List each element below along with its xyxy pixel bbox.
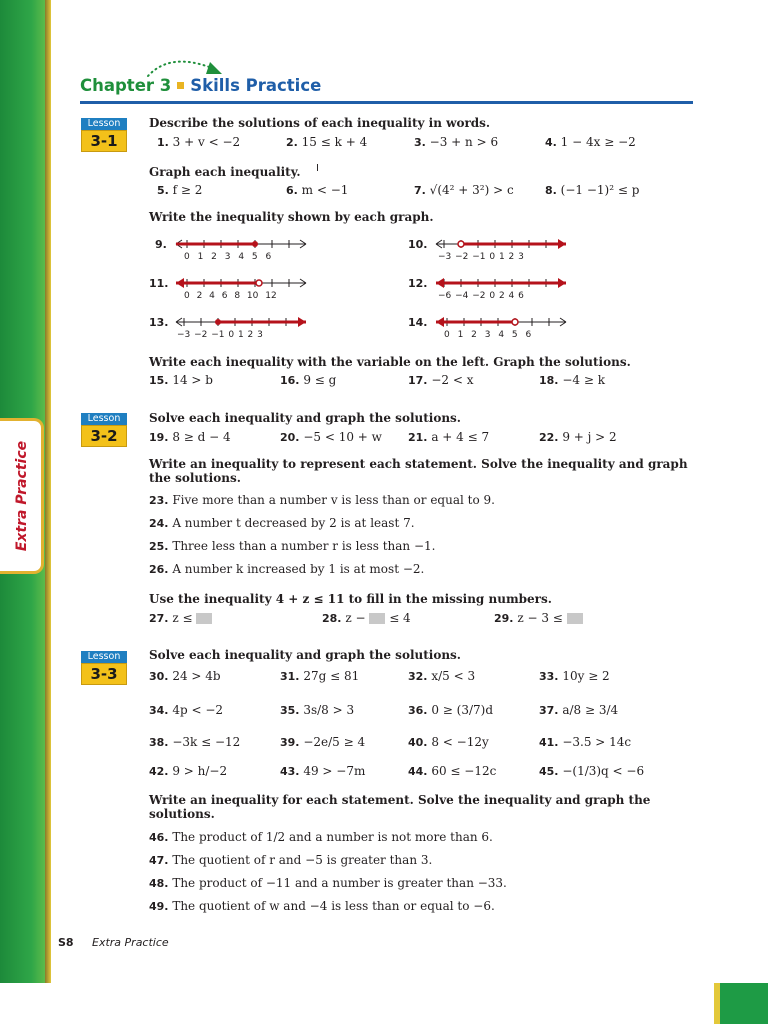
problem-45: 45. −(1/3)q < −6 xyxy=(539,764,645,778)
lesson-label: Lesson xyxy=(81,118,127,130)
problem-29: 29. z − 3 ≤ xyxy=(494,611,583,626)
page-number: S8 xyxy=(58,936,74,949)
number-line-12-ticks: −6 −4 −2 0 2 4 6 xyxy=(438,291,524,301)
blank-box[interactable] xyxy=(567,613,583,624)
problem-48: 48. The product of −11 and a number is greater than −33. xyxy=(149,876,507,890)
problem-19: 19. 8 ≥ d − 4 xyxy=(149,430,231,444)
blank-box[interactable] xyxy=(369,613,385,624)
instruction: Describe the solutions of each inequality in words. xyxy=(149,116,491,130)
stray-mark: I xyxy=(316,163,319,174)
problem-28: 28. z − ≤ 4 xyxy=(322,611,411,625)
problem-12-label: 12. xyxy=(408,277,428,290)
problem-40: 40. 8 < −12y xyxy=(408,735,489,749)
number-line-13-ticks: −3 −2 −1 0 1 2 3 xyxy=(177,330,263,340)
instruction: Solve each inequality and graph the solutions. xyxy=(149,648,461,662)
footer-label: Extra Practice xyxy=(92,936,169,949)
gold-edge xyxy=(45,0,51,983)
instruction: Write an inequality to represent each statement. Solve the inequality and graph xyxy=(149,457,688,471)
problem-35: 35. 3s/8 > 3 xyxy=(280,703,355,717)
problem-8: 8. (−1 −1)² ≤ p xyxy=(545,183,640,197)
title-separator xyxy=(177,82,184,89)
problem-5: 5. f ≥ 2 xyxy=(157,183,203,197)
number-line-11-ticks: 0 2 4 6 8 10 12 xyxy=(184,291,277,301)
problem-25: 25. Three less than a number r is less than −1. xyxy=(149,539,436,553)
problem-1: 1. 3 + v < −2 xyxy=(157,135,241,149)
blank-box[interactable] xyxy=(196,613,212,624)
problem-26: 26. A number k increased by 1 is at most −2. xyxy=(149,562,425,576)
problem-9-label: 9. xyxy=(155,238,167,251)
corner-tab xyxy=(714,983,768,1024)
problem-21: 21. a + 4 ≤ 7 xyxy=(408,430,490,444)
problem-22: 22. 9 + j > 2 xyxy=(539,430,617,444)
chapter-label: Chapter 3 xyxy=(80,76,172,95)
page-title xyxy=(80,76,321,95)
instruction: the solutions. xyxy=(149,471,241,485)
header-rule xyxy=(80,101,693,104)
lesson-number: 3-1 xyxy=(81,130,127,152)
problem-39: 39. −2e/5 ≥ 4 xyxy=(280,735,366,749)
problem-10-label: 10. xyxy=(408,238,428,251)
corner-gold-edge xyxy=(714,983,720,1024)
problem-47: 47. The quotient of r and −5 is greater than 3. xyxy=(149,853,433,867)
instruction: Use the inequality 4 + z ≤ 11 to fill in the missing numbers. xyxy=(149,592,552,606)
problem-24: 24. A number t decreased by 2 is at least 7. xyxy=(149,516,415,530)
problem-44: 44. 60 ≤ −12c xyxy=(408,764,497,778)
problem-17: 17. −2 < x xyxy=(408,373,474,387)
problem-31: 31. 27g ≤ 81 xyxy=(280,669,360,683)
problem-23: 23. Five more than a number v is less than or equal to 9. xyxy=(149,493,495,507)
title-text: Skills Practice xyxy=(190,76,322,95)
problem-18: 18. −4 ≥ k xyxy=(539,373,605,387)
problem-13-label: 13. xyxy=(149,316,169,329)
problem-30: 30. 24 > 4b xyxy=(149,669,221,683)
lesson-badge xyxy=(81,651,127,685)
problem-4: 4. 1 − 4x ≥ −2 xyxy=(545,135,636,149)
problem-46: 46. The product of 1/2 and a number is not more than 6. xyxy=(149,830,493,844)
problem-14-label: 14. xyxy=(408,316,428,329)
problem-27: 27. z ≤ xyxy=(149,611,212,626)
lesson-label: Lesson xyxy=(81,413,127,425)
lesson-number: 3-2 xyxy=(81,425,127,447)
instruction: Write an inequality for each statement. Solve the inequality and graph the xyxy=(149,793,651,807)
problem-32: 32. x/5 < 3 xyxy=(408,669,476,683)
problem-36: 36. 0 ≥ (3/7)d xyxy=(408,703,494,717)
side-tab-label: Extra Practice xyxy=(14,440,30,552)
instruction: solutions. xyxy=(149,807,215,821)
number-line-10-ticks: −3 −2 −1 0 1 2 3 xyxy=(438,252,524,262)
problem-37: 37. a/8 ≥ 3/4 xyxy=(539,703,619,717)
problem-2: 2. 15 ≤ k + 4 xyxy=(286,135,368,149)
lesson-badge xyxy=(81,118,127,152)
instruction: Graph each inequality. xyxy=(149,165,301,179)
lesson-badge xyxy=(81,413,127,447)
instruction: Write each inequality with the variable on the left. Graph the solutions. xyxy=(149,355,631,369)
problem-16: 16. 9 ≤ g xyxy=(280,373,337,387)
lesson-number: 3-3 xyxy=(81,663,127,685)
problem-6: 6. m < −1 xyxy=(286,183,349,197)
instruction: Solve each inequality and graph the solutions. xyxy=(149,411,461,425)
problem-20: 20. −5 < 10 + w xyxy=(280,430,382,444)
number-line-9-ticks: 0 1 2 3 4 5 6 xyxy=(184,252,272,262)
instruction: Write the inequality shown by each graph. xyxy=(149,210,434,224)
problem-34: 34. 4p < −2 xyxy=(149,703,224,717)
lesson-label: Lesson xyxy=(81,651,127,663)
bottom-band xyxy=(0,983,768,1024)
number-line-14-ticks: 0 1 2 3 4 5 6 xyxy=(444,330,532,340)
problem-41: 41. −3.5 > 14c xyxy=(539,735,632,749)
problem-49: 49. The quotient of w and −4 is less than or equal to −6. xyxy=(149,899,495,913)
problem-43: 43. 49 > −7m xyxy=(280,764,366,778)
problem-42: 42. 9 > h/−2 xyxy=(149,764,228,778)
problem-11-label: 11. xyxy=(149,277,169,290)
problem-15: 15. 14 > b xyxy=(149,373,213,387)
problem-7: 7. √(4² + 3²) > c xyxy=(414,183,514,197)
problem-33: 33. 10y ≥ 2 xyxy=(539,669,610,683)
problem-3: 3. −3 + n > 6 xyxy=(414,135,499,149)
problem-38: 38. −3k ≤ −12 xyxy=(149,735,241,749)
